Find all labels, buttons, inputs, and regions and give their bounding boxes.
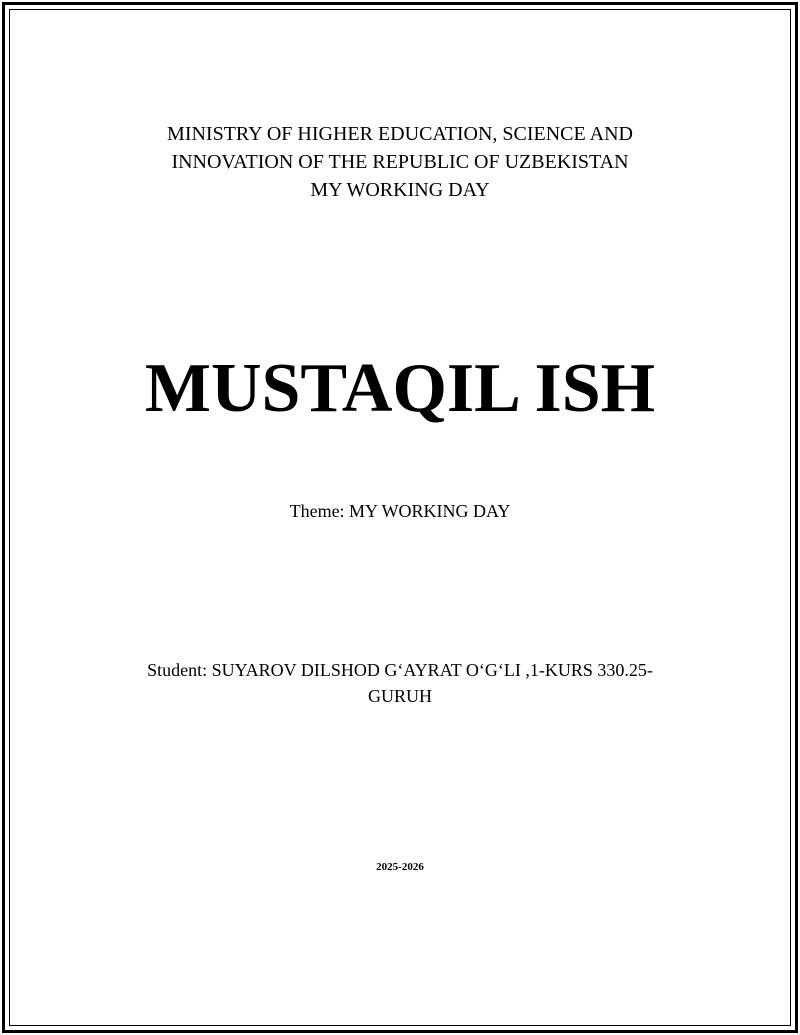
student-info [0,657,800,709]
header-line-1: MINISTRY OF HIGHER EDUCATION, SCIENCE AND [167,123,633,145]
header-line-3: MY WORKING DAY [310,179,490,201]
theme-line: Theme: MY WORKING DAY [289,501,511,521]
academic-year: 2025-2026 [376,861,424,873]
document-title: MUSTAQIL ISH [144,350,656,427]
student-line-1: Student: SUYAROV DILSHOD G‘AYRAT O‘G‘LI ,1-KURS 330.25- [147,660,653,680]
header-line-2: INNOVATION OF THE REPUBLIC OF UZBEKISTAN [171,151,629,173]
ministry-header [0,120,800,204]
student-line-2: GURUH [367,686,432,706]
